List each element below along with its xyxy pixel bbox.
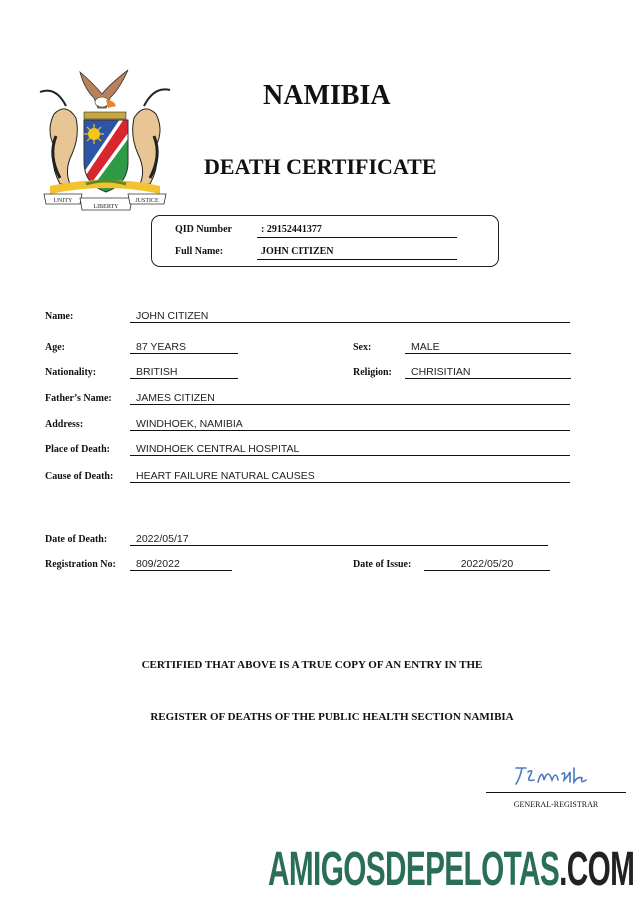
- cause-of-death-label: Cause of Death:: [45, 471, 114, 482]
- signature-line: [486, 792, 626, 793]
- address-value: WINDHOEK, NAMIBIA: [130, 418, 570, 431]
- certification-line-2: REGISTER OF DEATHS OF THE PUBLIC HEALTH SECTION NAMIBIA: [150, 711, 514, 723]
- date-of-death-label: Date of Death:: [45, 534, 108, 545]
- address-label: Address:: [45, 419, 84, 430]
- certification-line-1: CERTIFIED THAT ABOVE IS A TRUE COPY OF AN ENTRY IN THE: [141, 659, 483, 671]
- name-value: JOHN CITIZEN: [130, 310, 570, 323]
- cause-of-death-value: HEART FAILURE NATURAL CAUSES: [130, 470, 570, 483]
- religion-label: Religion:: [353, 367, 392, 378]
- watermark-suffix: .COM: [559, 843, 635, 896]
- country-title: NAMIBIA: [263, 80, 391, 111]
- registration-no-value: 809/2022: [130, 558, 232, 571]
- signature-icon: [512, 762, 592, 788]
- watermark-main: AMIGOSDEPELOTAS: [268, 843, 560, 896]
- name-label: Name:: [45, 311, 74, 322]
- age-value: 87 YEARS: [130, 341, 238, 354]
- document-title: DEATH CERTIFICATE: [204, 154, 437, 179]
- sex-label: Sex:: [353, 342, 372, 353]
- nationality-value: BRITISH: [130, 366, 238, 379]
- sex-value: MALE: [405, 341, 571, 354]
- place-of-death-value: WINDHOEK CENTRAL HOSPITAL: [130, 443, 570, 456]
- qid-label: QID Number: [175, 224, 232, 235]
- fullname-label: Full Name:: [175, 246, 224, 257]
- father-value: JAMES CITIZEN: [130, 392, 570, 405]
- father-label: Father’s Name:: [45, 393, 112, 404]
- place-of-death-label: Place of Death:: [45, 444, 110, 455]
- qid-value: : 29152441377: [257, 224, 457, 238]
- registration-no-label: Registration No:: [45, 559, 116, 570]
- svg-text:UNITY: UNITY: [53, 198, 73, 204]
- registrar-title: GENERAL-REGISTRAR: [513, 800, 599, 809]
- date-of-issue-value: 2022/05/20: [424, 558, 550, 571]
- coat-of-arms-icon: [36, 66, 174, 212]
- svg-text:LIBERTY: LIBERTY: [93, 204, 119, 210]
- age-label: Age:: [45, 342, 65, 353]
- fullname-value: JOHN CITIZEN: [257, 246, 457, 260]
- date-of-death-value: 2022/05/17: [130, 533, 548, 546]
- nationality-label: Nationality:: [45, 367, 97, 378]
- date-of-issue-label: Date of Issue:: [353, 559, 412, 570]
- watermark: [268, 842, 634, 897]
- religion-value: CHRISITIAN: [405, 366, 571, 379]
- svg-text:JUSTICE: JUSTICE: [135, 198, 159, 204]
- id-box: [151, 215, 499, 267]
